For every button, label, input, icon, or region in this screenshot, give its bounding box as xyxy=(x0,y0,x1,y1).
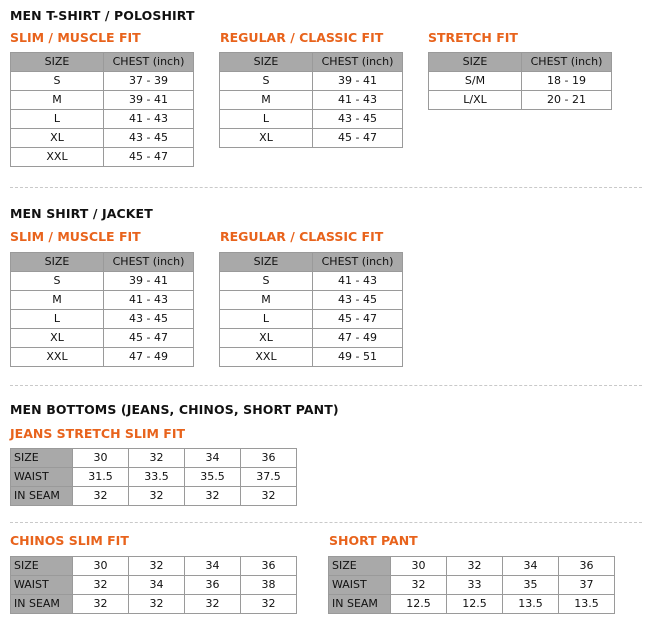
shirt-slim-title: SLIM / MUSCLE FIT xyxy=(10,229,141,244)
table-row xyxy=(11,576,297,595)
chest-cell: 41 - 43 xyxy=(104,110,194,129)
table-header-row xyxy=(429,53,612,72)
chest-header: CHEST (inch) xyxy=(104,53,194,72)
chest-header: CHEST (inch) xyxy=(522,53,612,72)
chest-cell: 18 - 19 xyxy=(522,72,612,91)
table-row xyxy=(11,72,194,91)
size-cell: M xyxy=(220,291,313,310)
table-row xyxy=(11,148,194,167)
chinos-table xyxy=(10,556,297,614)
chest-cell: 45 - 47 xyxy=(104,329,194,348)
section-divider xyxy=(10,522,642,523)
value-cell: 32 xyxy=(73,595,129,614)
value-cell: 12.5 xyxy=(391,595,447,614)
table-row xyxy=(220,329,403,348)
chest-cell: 39 - 41 xyxy=(104,272,194,291)
size-cell: S/M xyxy=(429,72,522,91)
table-row xyxy=(220,348,403,367)
table-row xyxy=(429,91,612,110)
chest-header: CHEST (inch) xyxy=(313,53,403,72)
table-row xyxy=(11,272,194,291)
shirt-section-title: MEN SHIRT / JACKET xyxy=(10,206,153,221)
size-header: SIZE xyxy=(11,53,104,72)
value-cell: 12.5 xyxy=(447,595,503,614)
size-cell: L xyxy=(11,310,104,329)
table-row xyxy=(11,449,297,468)
value-cell: 32 xyxy=(241,595,297,614)
value-cell: 37 xyxy=(559,576,615,595)
table-header-row xyxy=(11,253,194,272)
table-row xyxy=(329,595,615,614)
value-cell: 32 xyxy=(129,449,185,468)
tshirt-section-title: MEN T-SHIRT / POLOSHIRT xyxy=(10,8,195,23)
shirt-regular-title: REGULAR / CLASSIC FIT xyxy=(220,229,384,244)
size-cell: XL xyxy=(11,129,104,148)
value-cell: 34 xyxy=(129,576,185,595)
table-row xyxy=(11,129,194,148)
table-row xyxy=(220,310,403,329)
value-cell: 32 xyxy=(185,595,241,614)
chest-cell: 41 - 43 xyxy=(104,291,194,310)
row-header: WAIST xyxy=(329,576,391,595)
tshirt-slim-title: SLIM / MUSCLE FIT xyxy=(10,30,141,45)
table-row xyxy=(11,595,297,614)
value-cell: 30 xyxy=(391,557,447,576)
table-row xyxy=(220,91,403,110)
chest-cell: 49 - 51 xyxy=(313,348,403,367)
chest-cell: 37 - 39 xyxy=(104,72,194,91)
size-cell: L/XL xyxy=(429,91,522,110)
size-cell: L xyxy=(11,110,104,129)
table-row xyxy=(220,291,403,310)
value-cell: 38 xyxy=(241,576,297,595)
table-row xyxy=(11,291,194,310)
shirt-slim-table xyxy=(10,252,194,367)
value-cell: 36 xyxy=(185,576,241,595)
value-cell: 36 xyxy=(241,557,297,576)
table-row xyxy=(220,129,403,148)
size-cell: L xyxy=(220,310,313,329)
row-header: IN SEAM xyxy=(329,595,391,614)
table-row xyxy=(11,468,297,487)
tshirt-stretch-title: STRETCH FIT xyxy=(428,30,518,45)
row-header: WAIST xyxy=(11,576,73,595)
chest-cell: 43 - 45 xyxy=(313,110,403,129)
tshirt-regular-table xyxy=(219,52,403,148)
value-cell: 32 xyxy=(447,557,503,576)
value-cell: 33 xyxy=(447,576,503,595)
value-cell: 32 xyxy=(129,595,185,614)
value-cell: 36 xyxy=(559,557,615,576)
size-cell: S xyxy=(220,72,313,91)
table-row xyxy=(220,272,403,291)
chest-cell: 41 - 43 xyxy=(313,91,403,110)
value-cell: 32 xyxy=(241,487,297,506)
table-row xyxy=(11,91,194,110)
table-row xyxy=(11,329,194,348)
section-divider xyxy=(10,187,642,188)
short-pant-table xyxy=(328,556,615,614)
size-header: SIZE xyxy=(429,53,522,72)
tshirt-stretch-table xyxy=(428,52,612,110)
value-cell: 34 xyxy=(503,557,559,576)
table-row xyxy=(11,348,194,367)
chinos-title: CHINOS SLIM FIT xyxy=(10,533,129,548)
value-cell: 31.5 xyxy=(73,468,129,487)
bottoms-section-title: MEN BOTTOMS (JEANS, CHINOS, SHORT PANT) xyxy=(10,402,339,417)
size-cell: XXL xyxy=(11,148,104,167)
value-cell: 30 xyxy=(73,449,129,468)
value-cell: 13.5 xyxy=(503,595,559,614)
chest-cell: 45 - 47 xyxy=(313,310,403,329)
jeans-title: JEANS STRETCH SLIM FIT xyxy=(10,426,186,441)
size-cell: M xyxy=(11,91,104,110)
size-cell: S xyxy=(11,72,104,91)
value-cell: 30 xyxy=(73,557,129,576)
table-row xyxy=(429,72,612,91)
chest-cell: 45 - 47 xyxy=(313,129,403,148)
value-cell: 36 xyxy=(241,449,297,468)
table-header-row xyxy=(11,53,194,72)
chest-cell: 45 - 47 xyxy=(104,148,194,167)
value-cell: 32 xyxy=(185,487,241,506)
chest-cell: 39 - 41 xyxy=(313,72,403,91)
value-cell: 34 xyxy=(185,557,241,576)
table-row xyxy=(220,110,403,129)
row-header: IN SEAM xyxy=(11,595,73,614)
chest-header: CHEST (inch) xyxy=(104,253,194,272)
tshirt-regular-title: REGULAR / CLASSIC FIT xyxy=(220,30,384,45)
size-cell: XL xyxy=(220,129,313,148)
chest-cell: 47 - 49 xyxy=(313,329,403,348)
value-cell: 32 xyxy=(391,576,447,595)
row-header: SIZE xyxy=(11,449,73,468)
table-header-row xyxy=(220,53,403,72)
table-header-row xyxy=(220,253,403,272)
size-cell: XL xyxy=(220,329,313,348)
table-row xyxy=(329,557,615,576)
value-cell: 32 xyxy=(73,576,129,595)
chest-cell: 47 - 49 xyxy=(104,348,194,367)
size-cell: XXL xyxy=(220,348,313,367)
section-divider xyxy=(10,385,642,386)
size-header: SIZE xyxy=(220,253,313,272)
value-cell: 35.5 xyxy=(185,468,241,487)
size-cell: M xyxy=(11,291,104,310)
size-cell: S xyxy=(220,272,313,291)
row-header: SIZE xyxy=(11,557,73,576)
chest-cell: 39 - 41 xyxy=(104,91,194,110)
chest-cell: 43 - 45 xyxy=(104,129,194,148)
chest-cell: 20 - 21 xyxy=(522,91,612,110)
value-cell: 13.5 xyxy=(559,595,615,614)
row-header: IN SEAM xyxy=(11,487,73,506)
table-row xyxy=(11,110,194,129)
short-pant-title: SHORT PANT xyxy=(329,533,418,548)
size-header: SIZE xyxy=(11,253,104,272)
chest-cell: 43 - 45 xyxy=(313,291,403,310)
table-row xyxy=(220,72,403,91)
table-row xyxy=(11,310,194,329)
size-cell: XL xyxy=(11,329,104,348)
size-cell: XXL xyxy=(11,348,104,367)
size-cell: M xyxy=(220,91,313,110)
chest-header: CHEST (inch) xyxy=(313,253,403,272)
value-cell: 32 xyxy=(73,487,129,506)
table-row xyxy=(11,487,297,506)
value-cell: 35 xyxy=(503,576,559,595)
tshirt-slim-table xyxy=(10,52,194,167)
size-header: SIZE xyxy=(220,53,313,72)
value-cell: 33.5 xyxy=(129,468,185,487)
size-cell: L xyxy=(220,110,313,129)
row-header: WAIST xyxy=(11,468,73,487)
chest-cell: 43 - 45 xyxy=(104,310,194,329)
jeans-table xyxy=(10,448,297,506)
table-row xyxy=(329,576,615,595)
value-cell: 34 xyxy=(185,449,241,468)
chest-cell: 41 - 43 xyxy=(313,272,403,291)
shirt-regular-table xyxy=(219,252,403,367)
value-cell: 32 xyxy=(129,557,185,576)
size-cell: S xyxy=(11,272,104,291)
value-cell: 37.5 xyxy=(241,468,297,487)
table-row xyxy=(11,557,297,576)
value-cell: 32 xyxy=(129,487,185,506)
row-header: SIZE xyxy=(329,557,391,576)
